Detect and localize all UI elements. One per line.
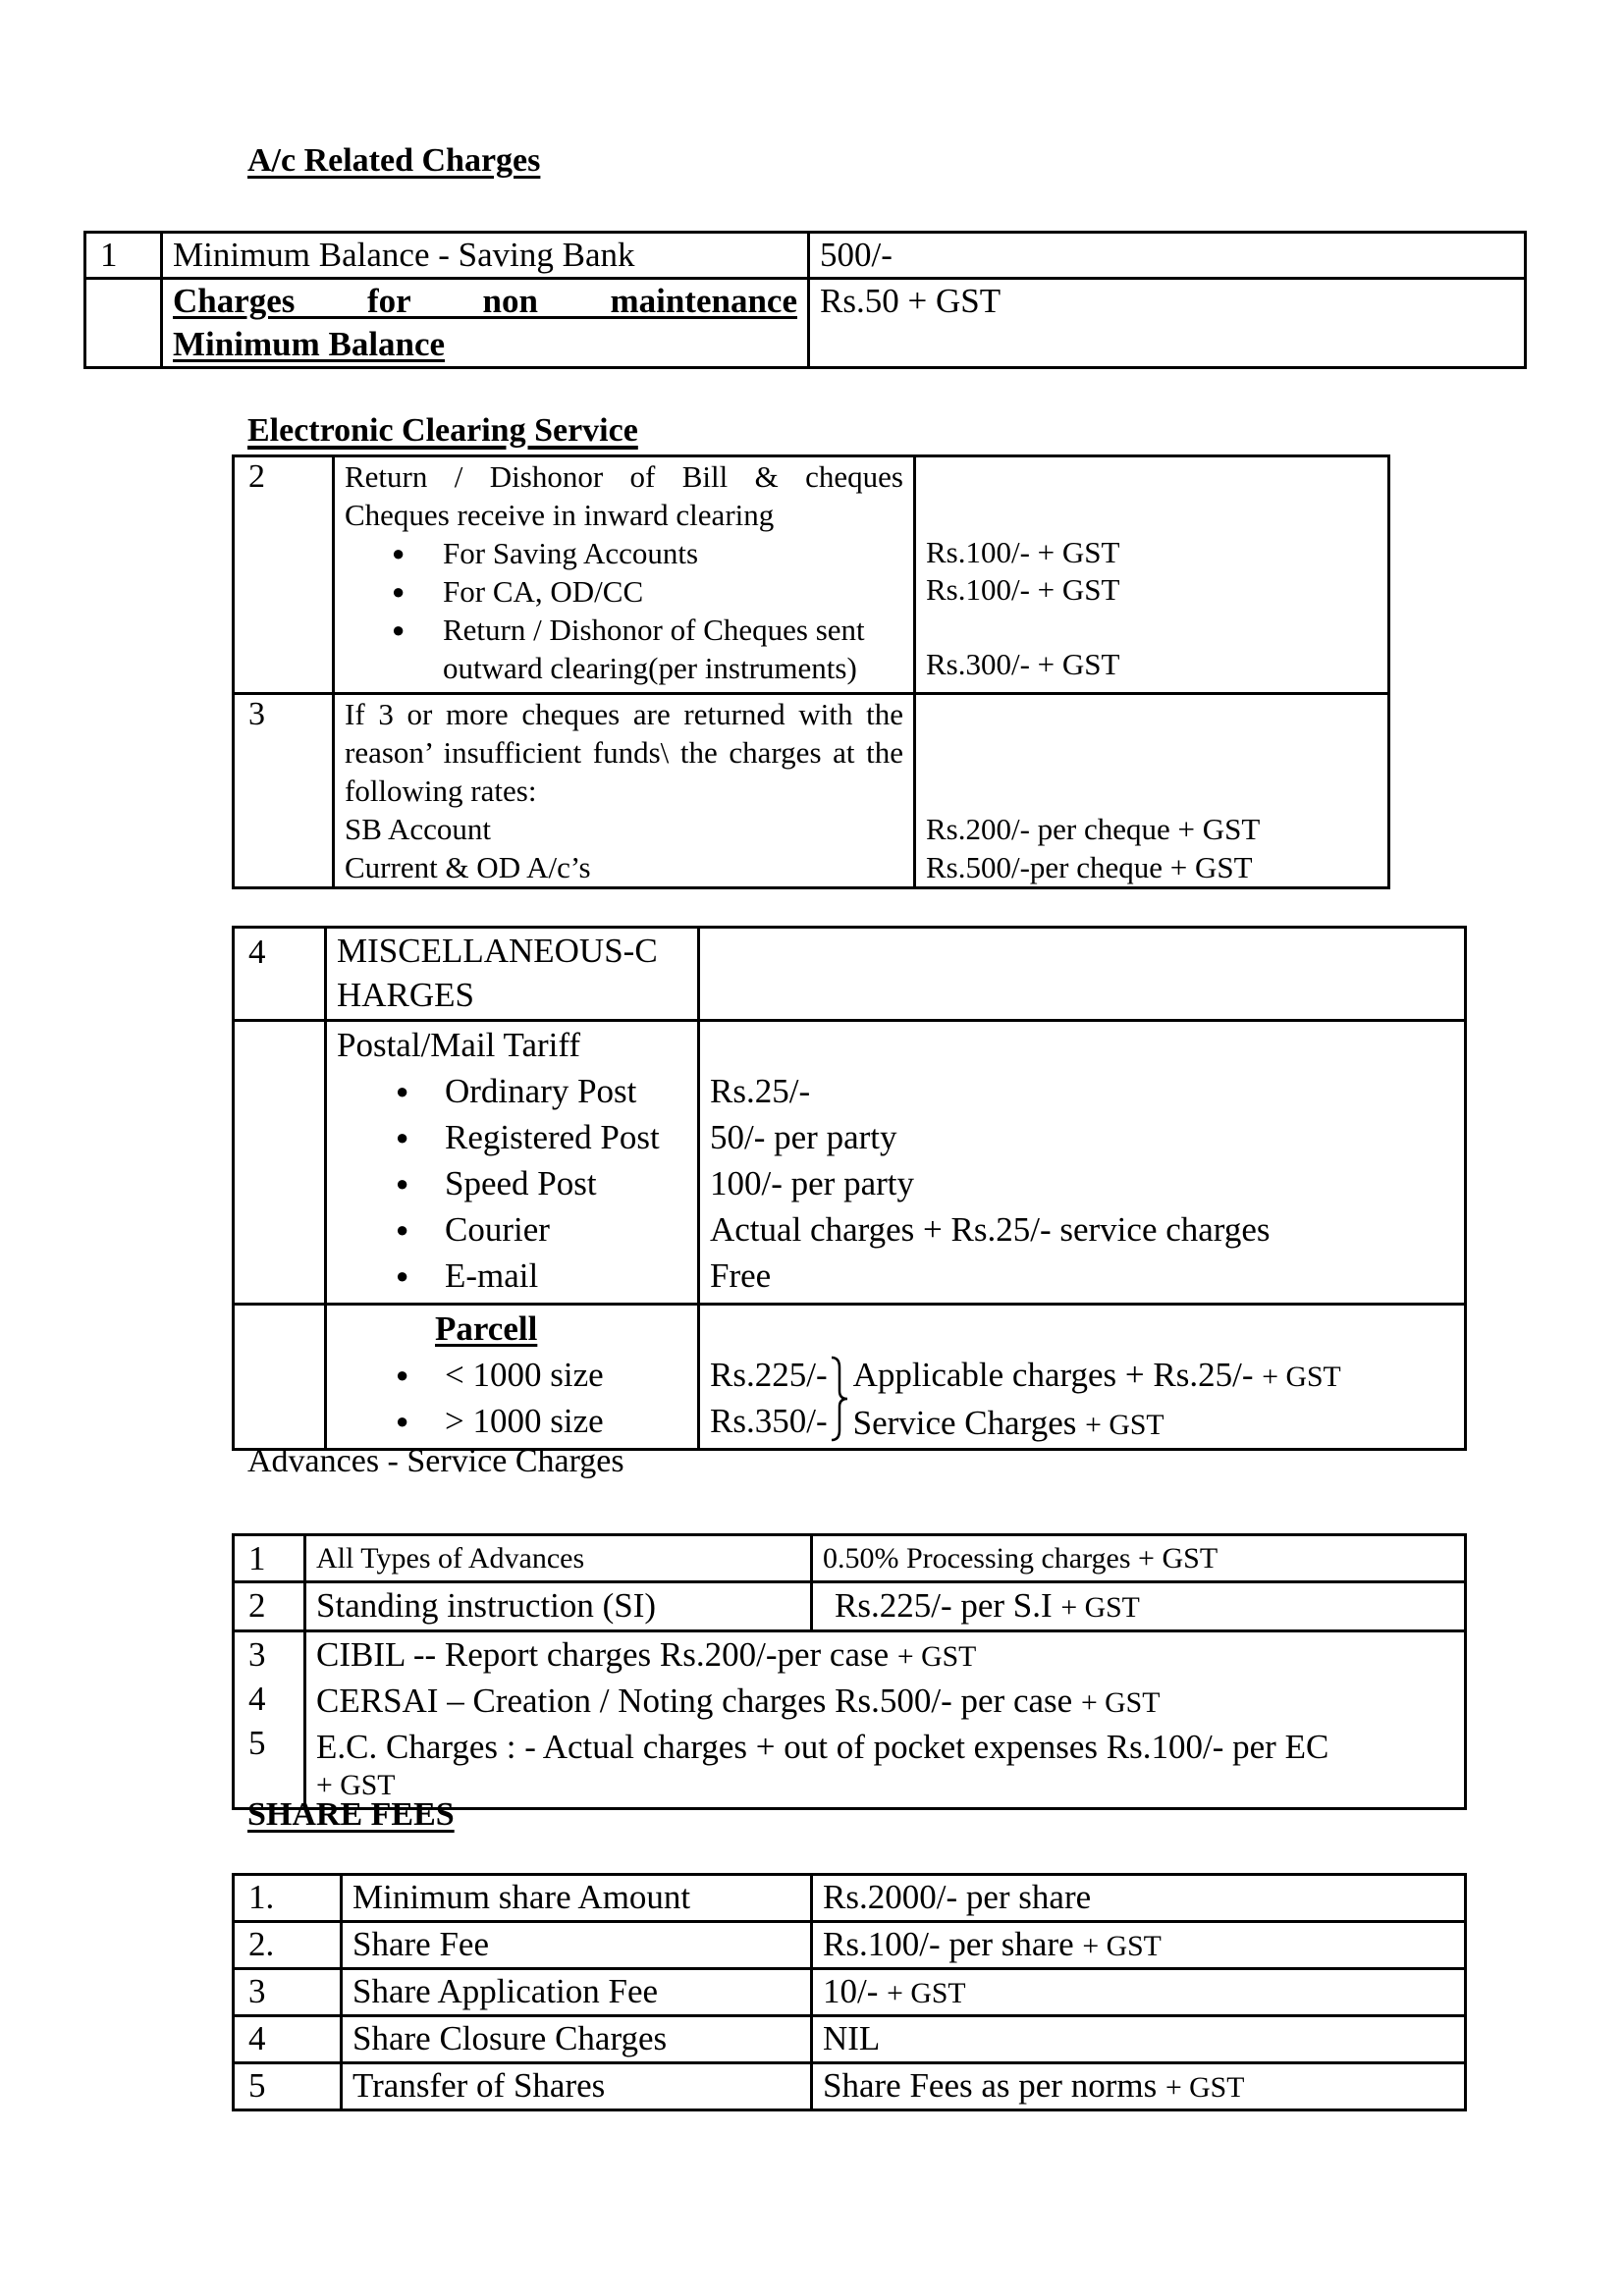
charge-line: CIBIL -- Report charges Rs.200/-per case <box>316 1635 890 1674</box>
list-item: ● E-mail <box>445 1253 687 1299</box>
item-label <box>162 279 809 368</box>
charge-value: 0.50% Processing charges + GST <box>812 1535 1466 1582</box>
charge-value <box>812 1875 1466 1922</box>
charge-value: Rs.225/- <box>710 1356 828 1394</box>
table-row <box>234 1969 1466 2016</box>
charge-value <box>812 1969 1466 2016</box>
charge-values <box>915 694 1389 888</box>
table-row <box>234 2016 1466 2063</box>
charge-value: Rs.350/- <box>710 1402 828 1440</box>
charge-value: Free <box>710 1256 772 1295</box>
row-number: 4 <box>234 928 326 1021</box>
charge-line: E.C. Charges : - Actual charges + out of pocket expenses Rs.100/- per EC <box>316 1728 1329 1766</box>
charge-value: Rs.200/- per cheque + GST <box>926 812 1261 846</box>
item-label: Standing instruction (SI) <box>305 1582 812 1631</box>
charge-text: Rs.2000/- per share <box>823 1878 1092 1916</box>
item-description <box>334 694 915 888</box>
bullet-list <box>345 534 903 687</box>
share-fees-table <box>232 1873 1467 2111</box>
row-number: 4 <box>234 2016 342 2063</box>
row-number: 3 <box>248 1635 266 1674</box>
parcel-note: Service Charges <box>852 1404 1077 1442</box>
row-number: 5 <box>234 2063 342 2110</box>
list-item: ● < 1000 size <box>445 1352 687 1398</box>
list-item: ● > 1000 size <box>445 1398 687 1444</box>
row-number: 2. <box>234 1922 342 1969</box>
table-row <box>234 928 1466 1021</box>
charge-value: 500/- <box>809 233 1526 279</box>
row-number: 1 <box>85 233 162 279</box>
table-row <box>234 1582 1466 1631</box>
list-item: ● For CA, OD/CC <box>443 572 903 611</box>
empty-cell <box>699 928 1466 1021</box>
charge-text: Share Fees as per norms <box>823 2066 1158 2105</box>
gst-label: + GST <box>1060 1591 1140 1624</box>
row-number <box>85 279 162 368</box>
row-number: 4 <box>248 1680 266 1718</box>
charge-value: Rs.100/- + GST <box>926 572 1120 607</box>
gst-label: + GST <box>1082 1930 1162 1962</box>
row-number: 1 <box>234 1535 305 1582</box>
list-item: ● Return / Dishonor of Cheques sent outward clearing(per instruments) <box>443 611 903 687</box>
row-number: 3 <box>234 694 334 888</box>
item-label: Minimum share Amount <box>342 1875 812 1922</box>
charge-value: Rs.50 + GST <box>809 279 1526 368</box>
item-label: Minimum Balance - Saving Bank <box>162 233 809 279</box>
parcel <box>326 1305 699 1450</box>
empty-cell <box>234 1305 326 1450</box>
table-row <box>234 1305 1466 1450</box>
bullet-list <box>337 1068 687 1299</box>
parcel-label: Parcell <box>435 1309 538 1348</box>
charge-text: NIL <box>823 2019 881 2057</box>
charge-value <box>812 1582 1466 1631</box>
list-item: ● Registered Post <box>445 1114 687 1160</box>
description-line: SB Account <box>345 812 491 846</box>
parcel-note: Applicable charges + Rs.25/- <box>852 1356 1254 1394</box>
charge-value: 50/- per party <box>710 1118 897 1156</box>
gst-label: + GST <box>887 1977 966 2009</box>
charge-value: Rs.25/- <box>710 1072 811 1110</box>
charge-text: Rs.225/- per S.I <box>835 1586 1053 1625</box>
table-row <box>85 233 1526 279</box>
item-label-line2: Minimum Balance <box>173 324 446 363</box>
charge-line: CERSAI – Creation / Noting charges Rs.500/- per case <box>316 1682 1073 1720</box>
charge-value: Actual charges + Rs.25/- service charges <box>710 1210 1271 1249</box>
list-item: ● For Saving Accounts <box>443 534 903 572</box>
misc-title <box>326 928 699 1021</box>
gst-label: + GST <box>1164 2071 1245 2104</box>
table-row <box>85 279 1526 368</box>
charge-text: Rs.100/- per share <box>823 1925 1074 1963</box>
row-number: 5 <box>248 1724 266 1762</box>
charge-value: 100/- per party <box>710 1164 914 1202</box>
gst-label: + GST <box>316 1769 396 1801</box>
row-numbers <box>234 1631 305 1809</box>
postal-tariff-label: Postal/Mail Tariff <box>337 1026 581 1064</box>
item-label: Transfer of Shares <box>342 2063 812 2110</box>
row-number: 2 <box>234 456 334 694</box>
table-row <box>234 1021 1466 1305</box>
postal-tariff <box>326 1021 699 1305</box>
parcel-charges <box>699 1305 1466 1450</box>
misc-charges-table <box>232 926 1467 1451</box>
ac-related-table <box>83 231 1527 369</box>
description-text: If 3 or more cheques are returned with the reason’ insufficient funds\ the charges at the following rates: <box>345 697 903 808</box>
row-number: 3 <box>234 1969 342 2016</box>
item-label: Share Fee <box>342 1922 812 1969</box>
description-line: Return / Dishonor of Bill & cheques <box>345 459 903 494</box>
charge-values <box>915 456 1389 694</box>
table-row <box>234 694 1389 888</box>
misc-title-text: MISCELLANEOUS-CHARGES <box>337 932 658 1014</box>
list-item: ● Courier <box>445 1206 687 1253</box>
list-item: ● Speed Post <box>445 1160 687 1206</box>
charge-value: Rs.100/- + GST <box>926 535 1120 569</box>
charge-value <box>812 1922 1466 1969</box>
merged-charges <box>305 1631 1466 1809</box>
section-title-ac-related: A/c Related Charges <box>247 142 541 179</box>
description-line: Cheques receive in inward clearing <box>345 498 775 532</box>
empty-cell <box>234 1021 326 1305</box>
item-label: All Types of Advances <box>305 1535 812 1582</box>
charge-value: Rs.300/- + GST <box>926 647 1120 681</box>
item-label: Share Application Fee <box>342 1969 812 2016</box>
description-line: Current & OD A/c’s <box>345 850 591 884</box>
charge-value <box>812 2016 1466 2063</box>
item-label: Share Closure Charges <box>342 2016 812 2063</box>
row-number: 1. <box>234 1875 342 1922</box>
table-row <box>234 2063 1466 2110</box>
row-number: 2 <box>234 1582 305 1631</box>
item-description <box>334 456 915 694</box>
table-row <box>234 1631 1466 1809</box>
table-row <box>234 1922 1466 1969</box>
ecs-table <box>232 454 1390 889</box>
bullet-list <box>337 1352 687 1444</box>
gst-label: + GST <box>896 1640 977 1673</box>
gst-label: + GST <box>1262 1361 1341 1393</box>
postal-charges <box>699 1021 1466 1305</box>
item-label-line1: Charges for non maintenance <box>173 282 797 320</box>
table-row <box>234 456 1389 694</box>
section-title-ecs: Electronic Clearing Service <box>247 412 638 449</box>
gst-label: + GST <box>1080 1686 1161 1719</box>
section-title-share-fees: SHARE FEES <box>247 1796 455 1833</box>
brace-icon <box>830 1356 849 1442</box>
gst-label: + GST <box>1085 1409 1164 1441</box>
list-item: ● Ordinary Post <box>445 1068 687 1114</box>
charge-value: Rs.500/-per cheque + GST <box>926 850 1253 884</box>
advances-table <box>232 1533 1467 1810</box>
table-row <box>234 1875 1466 1922</box>
charge-text: 10/- <box>823 1972 879 2010</box>
charge-value <box>812 2063 1466 2110</box>
section-title-advances: Advances - Service Charges <box>247 1443 624 1479</box>
table-row <box>234 1535 1466 1582</box>
